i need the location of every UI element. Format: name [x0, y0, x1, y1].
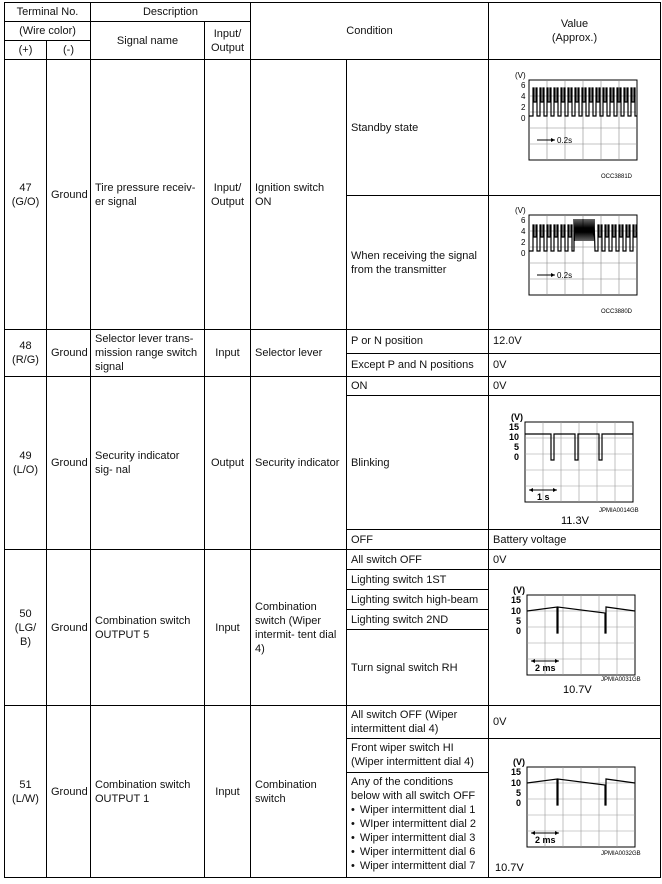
condition-47: Ignition switch ON [251, 60, 347, 330]
header-description: Description [91, 3, 251, 22]
header-wire-color: (Wire color) [5, 22, 91, 41]
waveform-cell-49 [489, 396, 661, 530]
dial-item: • Wiper intermittent dial 7 [361, 859, 484, 873]
subcondition-49-on: ON [347, 377, 489, 396]
axis-unit: (V) [511, 411, 524, 422]
tick-15: 15 [511, 767, 522, 777]
grid [529, 215, 637, 295]
figure-code: OCC3880D [601, 308, 633, 315]
io-48: Input [205, 330, 251, 377]
value-49-blinking: 11.3V [561, 514, 589, 526]
subcondition-50-turnrh: Turn signal switch RH [347, 630, 489, 706]
header-plus: (+) [5, 41, 47, 60]
tick-6: 6 [521, 215, 526, 225]
time-label: 2 ms [535, 662, 556, 673]
signal-51: Combination switch OUTPUT 1 [91, 706, 205, 878]
condition-48: Selector lever [251, 330, 347, 377]
tick-0: 0 [521, 113, 526, 123]
header-value [489, 3, 661, 60]
io-47: Input/ Output [205, 60, 251, 330]
axis-labels [511, 585, 525, 636]
header-minus: (-) [47, 41, 91, 60]
subcondition-49-blinking: Blinking [347, 396, 489, 530]
header-input-output: Input/ Output [205, 22, 251, 60]
tick-2: 2 [521, 102, 526, 112]
dial-item: • WIper intermittent dial 2 [361, 817, 484, 831]
time-label: 0.2s [557, 270, 573, 280]
terminal-51 [5, 706, 47, 878]
header-signal-name: Signal name [91, 22, 205, 60]
time-scale [529, 488, 557, 502]
io-49: Output [205, 377, 251, 550]
tick-5: 5 [514, 441, 520, 452]
axis-unit: (V) [513, 757, 526, 767]
waveform-51 [493, 741, 655, 875]
time-scale [531, 659, 559, 673]
waveform-cell-51 [489, 739, 661, 878]
axis-labels [509, 412, 523, 462]
signal-49: Security indicator sig- nal [91, 377, 205, 550]
subcondition-50-highbeam: Lighting switch high-beam [347, 590, 489, 610]
tick-15: 15 [509, 421, 520, 432]
time-label: 2 ms [535, 835, 556, 845]
subcondition-51-alloff: All switch OFF (Wiper intermittent dial 4) [347, 706, 489, 739]
signal-50: Combination switch OUTPUT 5 [91, 550, 205, 706]
tick-10: 10 [511, 605, 522, 616]
wire-color: (L/O) [12, 464, 39, 476]
subcondition-50-alloff: All switch OFF [347, 550, 489, 570]
figure-code: JPMIA0032GB [601, 851, 641, 857]
value-49-off: Battery voltage [489, 530, 661, 550]
terminal-number: 50 [19, 607, 32, 620]
subcondition-51-wiperhi: Front wiper switch HI (Wiper intermittent dial 4) [347, 739, 489, 773]
axis-unit: (V) [515, 205, 526, 215]
subcondition-48-pn: P or N position [347, 330, 489, 354]
terminal-spec-table [4, 2, 661, 878]
dial-item: • Wiper intermittent dial 6 [361, 845, 484, 859]
dial-item: • Wiper intermittent dial 3 [361, 831, 484, 845]
terminal-48 [5, 330, 47, 377]
tick-0: 0 [521, 248, 526, 258]
io-51: Input [205, 706, 251, 878]
subcondition-48-except: Except P and N positions [347, 353, 489, 377]
ground-48: Ground [47, 330, 91, 377]
dial-list [351, 803, 484, 873]
tick-0: 0 [516, 625, 522, 636]
axis-labels [511, 757, 525, 808]
terminal-50 [5, 550, 47, 706]
figure-code: JPMIA0014GB [599, 507, 639, 514]
subcondition-49-off: OFF [347, 530, 489, 550]
value-50-alloff: 0V [489, 550, 661, 570]
ground-51: Ground [47, 706, 91, 878]
header-approx-label: (Approx.) [551, 32, 598, 44]
subcondition-50-1st: Lighting switch 1ST [347, 570, 489, 590]
waveform-cell-50 [489, 570, 661, 706]
tick-0: 0 [516, 798, 522, 808]
time-scale [531, 831, 559, 845]
waveform-cell-47b [489, 196, 661, 330]
subcondition-47-receiving: When receiving the signal from the transmitter [347, 196, 489, 330]
subcondition-50-2nd: Lighting switch 2ND [347, 610, 489, 630]
axis-labels [515, 71, 526, 123]
time-scale [537, 136, 572, 145]
waveform-47-receiving [493, 201, 655, 325]
value-48-pn: 12.0V [489, 330, 661, 354]
condition-49: Security indicator [251, 377, 347, 550]
signal-48: Selector lever trans- mission range switch signal [91, 330, 205, 377]
tick-4: 4 [521, 226, 526, 236]
tick-4: 4 [521, 91, 526, 101]
value-48-except: 0V [489, 353, 661, 377]
ground-50: Ground [47, 550, 91, 706]
wire-color: (LG/ B) [14, 621, 37, 648]
waveform-cell-47a [489, 60, 661, 196]
io-50: Input [205, 550, 251, 706]
value-51-alloff: 0V [489, 706, 661, 739]
tick-10: 10 [511, 778, 522, 788]
ground-47: Ground [47, 60, 91, 330]
waveform-49-blinking [493, 400, 655, 526]
header-condition: Condition [251, 3, 489, 60]
figure-code: OCC3881D [601, 173, 633, 180]
wire-color: (R/G) [12, 354, 39, 366]
tick-6: 6 [521, 80, 526, 90]
subcondition-51-dials [347, 772, 489, 877]
value-51-dial: 10.7V [495, 862, 524, 874]
terminal-number: 51 [19, 778, 32, 791]
waveform-47-standby [493, 66, 655, 190]
terminal-47 [5, 60, 47, 330]
ground-49: Ground [47, 377, 91, 550]
tick-2: 2 [521, 237, 526, 247]
signal-47: Tire pressure receiv- er signal [91, 60, 205, 330]
waveform-50 [493, 581, 655, 695]
wire-color: (G/O) [11, 195, 40, 208]
wire-color: (L/W) [12, 792, 39, 805]
tick-15: 15 [511, 594, 522, 605]
terminal-number: 49 [19, 450, 32, 462]
axis-labels [515, 206, 526, 258]
terminal-number: 48 [19, 340, 32, 352]
tick-10: 10 [509, 431, 520, 442]
header-value-label: Value [560, 18, 589, 30]
value-50-turn: 10.7V [563, 683, 592, 695]
header-terminal-no [5, 3, 91, 22]
figure-code: JPMIA0031GB [601, 676, 641, 683]
condition-51: Combination switch [251, 706, 347, 878]
dials-intro: Any of the conditions below with all switch OFF [351, 775, 476, 802]
tick-5: 5 [516, 788, 522, 798]
header-terminal-label: Terminal No. [16, 6, 79, 18]
terminal-number: 47 [19, 181, 32, 194]
subcondition-47-standby: Standby state [347, 60, 489, 196]
time-label: 1 s [537, 491, 550, 502]
tick-5: 5 [516, 615, 522, 626]
tick-0: 0 [514, 451, 520, 462]
terminal-49 [5, 377, 47, 550]
value-49-on: 0V [489, 377, 661, 396]
time-label: 0.2s [557, 135, 573, 145]
time-scale [537, 271, 572, 280]
dial-item: • Wiper intermittent dial 1 [361, 803, 484, 817]
axis-unit: (V) [513, 584, 526, 595]
condition-50: Combination switch (Wiper intermit- tent dial 4) [251, 550, 347, 706]
axis-unit: (V) [515, 70, 526, 80]
